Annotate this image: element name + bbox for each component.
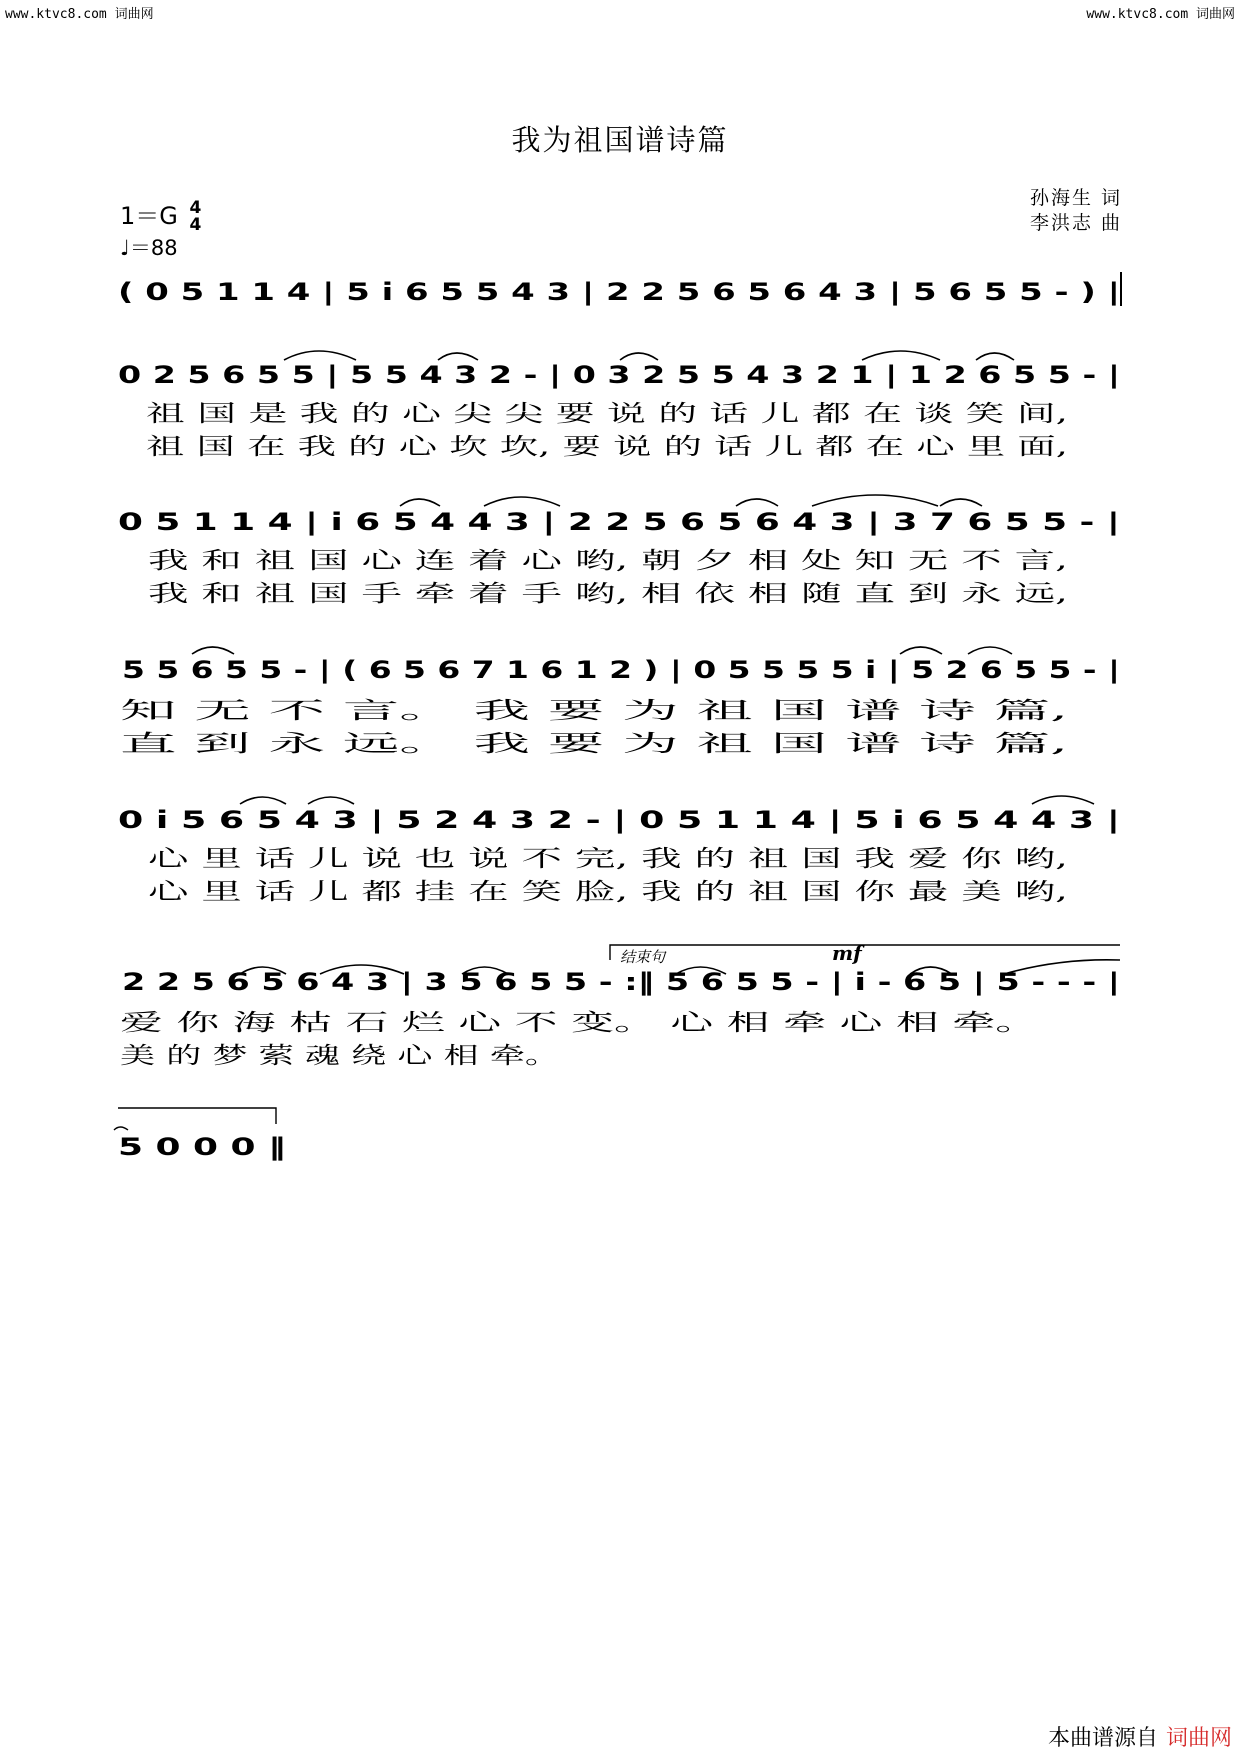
slur: [240, 797, 286, 804]
lyrics-line-3a: 我 和 祖 国 心 连 着 心 哟, 朝 夕 相 处 知 无 不 言,: [148, 548, 1068, 574]
slur: [900, 647, 942, 654]
notation-line-5: 0 i 5 6 5 4 3 | 5 2 4 3 2 - | 0 5 1 1 4 | 5 i 6 5 4 4 3 |: [118, 806, 1120, 834]
time-top: 4: [189, 198, 202, 218]
tempo-value: ＝88: [129, 236, 178, 260]
notation-line-3: 0 5 1 1 4 | i 6 5 4 4 3 | 2 2 5 6 5 6 4 3 | 3 7 6 5 5 - |: [118, 508, 1120, 536]
notation-line-6: 2 2 5 6 5 6 4 3 | 3 5 6 5 5 - :‖ 5 6 5 5 - | i - 6 5 | 5 - - - |: [122, 968, 1120, 996]
site-header-left: www.ktvc8.com 词曲网: [5, 7, 154, 22]
quarter-note-icon: ♩: [120, 236, 130, 260]
score-row-7: [114, 1108, 286, 1161]
key-label: 1＝G: [120, 202, 178, 230]
slur: [284, 351, 356, 360]
lyrics-line-4b: 直 到 永 远。 我 要 为 祖 国 谱 诗 篇,: [120, 731, 1068, 757]
slur: [620, 353, 658, 360]
footer-text: 本曲谱源自: [1047, 1726, 1158, 1751]
slur: [1032, 796, 1094, 804]
slur: [862, 351, 940, 360]
score-row-6: [120, 941, 1120, 1069]
lyrics-line-3b: 我 和 祖 国 手 牵 着 手 哟, 相 依 相 随 直 到 永 远,: [148, 581, 1068, 607]
slur: [308, 797, 354, 804]
notation-line-7: 5 0 0 0 ‖: [118, 1133, 286, 1161]
song-title: 我为祖国谱诗篇: [511, 123, 729, 157]
footer-brand-link[interactable]: 词曲网: [1165, 1726, 1232, 1751]
lyricist-credit: 孙海生 词: [1029, 187, 1122, 209]
slur: [438, 353, 478, 360]
slur: [940, 499, 982, 506]
dynamic-mark: mf: [832, 941, 862, 965]
notation-line-1: ( 0 5 1 1 4 | 5 i 6 5 5 4 3 | 2 2 5 6 5 6 4 3 | 5 6 5 5 - ) |: [118, 278, 1120, 306]
slur: [812, 495, 938, 506]
ending-bracket: [610, 945, 1120, 960]
score-row-5: [118, 796, 1120, 905]
time-bottom: 4: [189, 215, 202, 235]
score-row-3: [118, 495, 1120, 607]
composer-credit: 李洪志 曲: [1029, 212, 1122, 234]
slur: [968, 647, 1012, 654]
site-header-right: www.ktvc8.com 词曲网: [1086, 7, 1235, 22]
footer-source: [1048, 1721, 1232, 1752]
lyrics-line-6a: 爱 你 海 枯 石 烂 心 不 变。 心 相 牵 心 相 牵。: [120, 1010, 1038, 1036]
lyrics-line-2a: 祖 国 是 我 的 心 尖 尖 要 说 的 话 儿 都 在 谈 笑 间,: [146, 401, 1068, 427]
slur: [400, 499, 440, 506]
slur: [114, 1127, 128, 1130]
notation-line-4: 5 5 6 5 5 - | ( 6 5 6 7 1 6 1 2 ) | 0 5 5 5 5 i | 5 2 6 5 5 - |: [122, 656, 1120, 684]
slur: [484, 497, 560, 506]
slur: [192, 647, 234, 654]
score-row-1: [118, 272, 1121, 306]
lyrics-line-5a: 心 里 话 儿 说 也 说 不 完, 我 的 祖 国 我 爱 你 哟,: [148, 846, 1068, 872]
slur: [736, 499, 778, 506]
lyrics-line-6b: 美 的 梦 萦 魂 绕 心 相 牵。: [120, 1043, 560, 1069]
tie-continuation: [118, 1108, 276, 1124]
ending-label: 结束句: [620, 948, 666, 966]
lyrics-line-4a: 知 无 不 言。 我 要 为 祖 国 谱 诗 篇,: [120, 698, 1068, 724]
notation-line-2: 0 2 5 6 5 5 | 5 5 4 3 2 - | 0 3 2 5 5 4 3 2 1 | 1 2 6 5 5 - |: [118, 361, 1120, 389]
lyrics-line-2b: 祖 国 在 我 的 心 坎 坎, 要 说 的 话 儿 都 在 心 里 面,: [146, 434, 1068, 460]
slur: [976, 353, 1014, 360]
score-row-2: [118, 351, 1120, 460]
score-row-4: [120, 647, 1120, 757]
lyrics-line-5b: 心 里 话 儿 都 挂 在 笑 脸, 我 的 祖 国 你 最 美 哟,: [148, 879, 1068, 905]
